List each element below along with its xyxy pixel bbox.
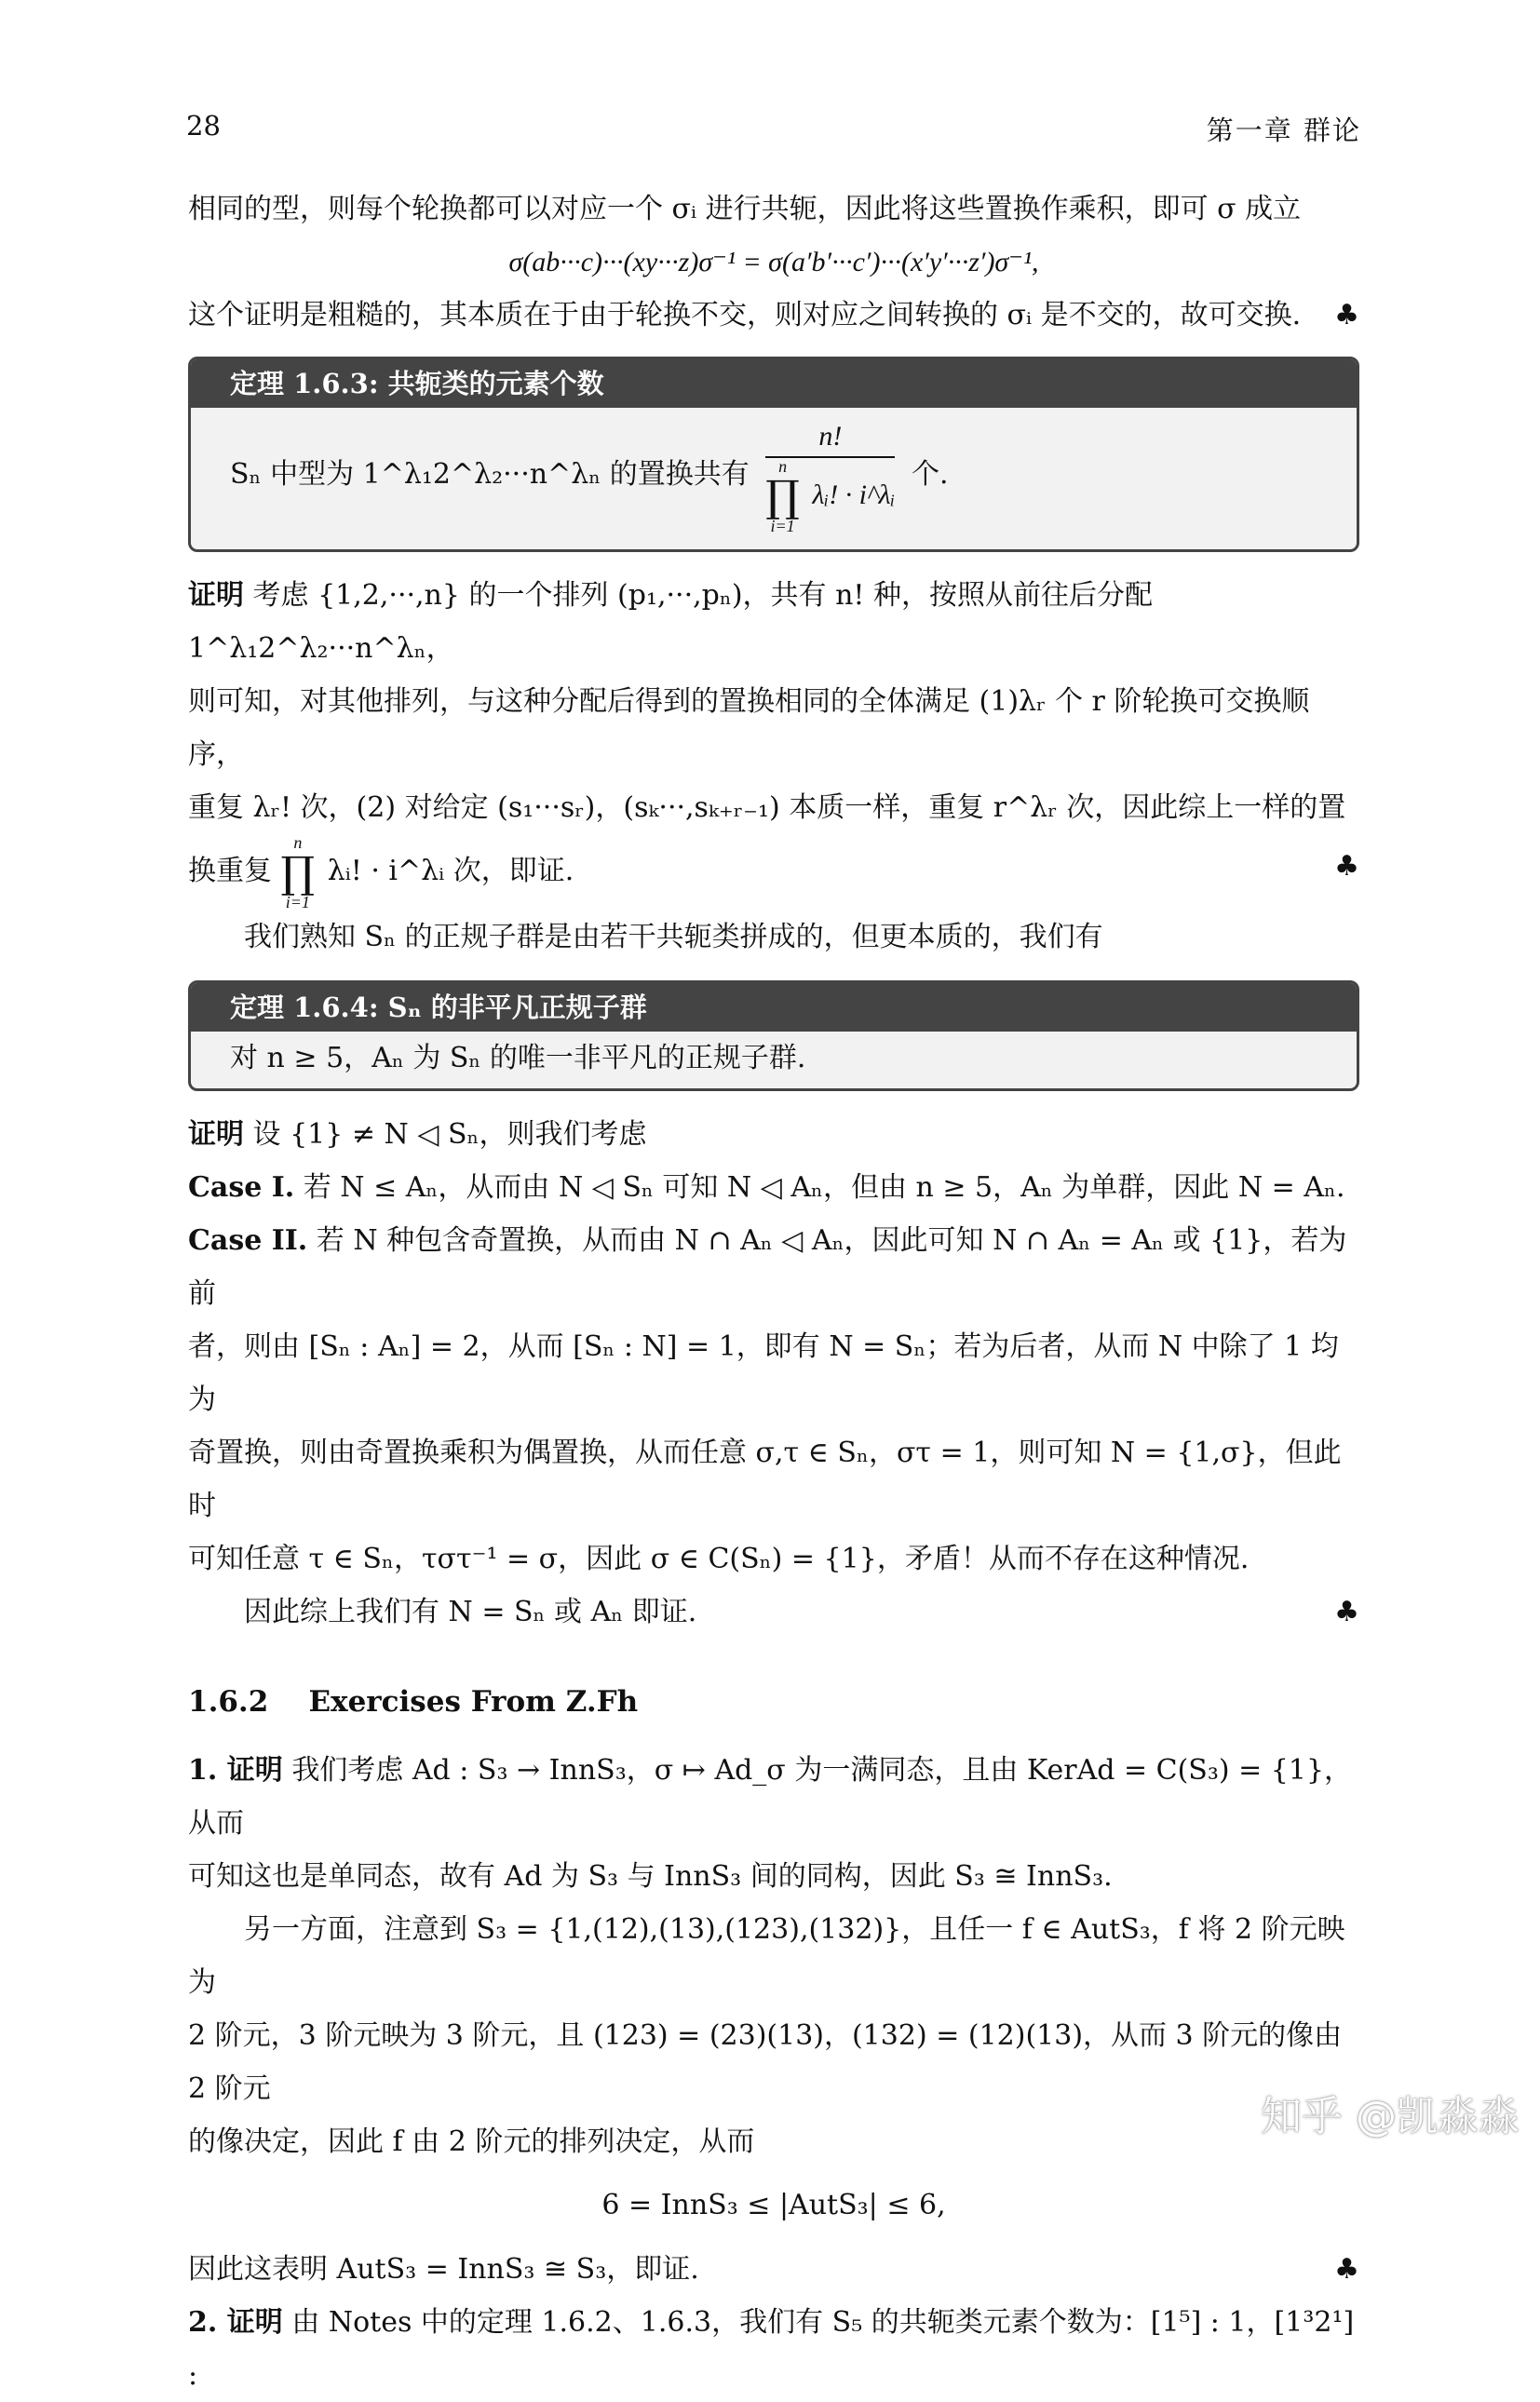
exercise-line: 可知这也是单同态，故有 Ad 为 S₃ 与 InnS₃ 间的同构，因此 S₃ ≅ InnS₃.	[188, 1860, 1113, 1893]
exercise-line	[188, 2296, 1359, 2402]
product-lower: i=1	[770, 517, 795, 535]
theorem-text-end: 个.	[911, 458, 949, 491]
fraction-numerator: n!	[765, 417, 895, 458]
text-line-content: 这个证明是粗糙的，其本质在于由于轮换不交，则对应之间转换的 σᵢ 是不交的，故可交换.	[188, 299, 1302, 331]
proof-text: 换重复	[188, 855, 272, 887]
exercise-line: 的像决定，因此 f 由 2 阶元的排列决定，从而	[188, 2125, 755, 2158]
proof-label: 证明	[188, 1118, 244, 1151]
exercise-line	[188, 1744, 1359, 1850]
theorem-box-1-6-4	[188, 980, 1359, 1091]
theorem-title: 定理 1.6.4: Sₙ 的非平凡正规子群	[191, 983, 1357, 1032]
proof-text: 设 {1} ≠ N ◁ Sₙ，则我们考虑	[252, 1118, 647, 1151]
watermark: 知乎 @凯淼淼	[1261, 2093, 1520, 2140]
case-text: 若 N ≤ Aₙ，从而由 N ◁ Sₙ 可知 N ◁ Aₙ，但由 n ≥ 5，Aₙ 为单群，因此 N = Aₙ.	[303, 1171, 1345, 1204]
exercise-line: 另一方面，注意到 S₃ = {1,(12),(13),(123),(132)}，且任一 f ∈ AutS₃，f 将 2 阶元映为	[188, 1913, 1345, 1999]
product-lower: i=1	[285, 893, 310, 911]
text-line: 相同的型，则每个轮换都可以对应一个 σᵢ 进行共轭，因此将这些置换作乘积，即可 σ 成立	[188, 193, 1302, 225]
exercise-line	[188, 2243, 1359, 2296]
text-line: 我们熟知 Sₙ 的正规子群是由若干共轭类拼成的，但更本质的，我们有	[244, 921, 1103, 953]
exercise-text: 由 Notes 中的定理 1.6.2、1.6.3，我们有 S₅ 的共轭类元素个数为：[1⁵] : 1，[1³2¹] :	[188, 2306, 1355, 2392]
qed-club-icon: ♣	[1334, 850, 1359, 883]
proof-line: 重复 λᵣ! 次，(2) 对给定 (s₁···sᵣ)，(sₖ···,sₖ₊ᵣ₋₁) 本质一样，重复 r^λᵣ 次，因此综上一样的置	[188, 791, 1346, 824]
qed-club-icon: ♣	[1334, 299, 1359, 331]
page-header	[186, 110, 1361, 151]
proof-line	[188, 1108, 1359, 1161]
case-line: 可知任意 τ ∈ Sₙ，τστ⁻¹ = σ，因此 σ ∈ C(Sₙ) = {1}，矛盾！从而不存在这种情况.	[188, 1543, 1250, 1575]
section-title: Exercises From Z.Fh	[308, 1685, 639, 1719]
text-line	[188, 289, 1359, 342]
case-line	[188, 1161, 1359, 1214]
case-line: 者，则由 [Sₙ : Aₙ] = 2，从而 [Sₙ : N] = 1，即有 N = Sₙ；若为后者，从而 N 中除了 1 均为	[188, 1330, 1339, 1416]
theorem-title: 定理 1.6.3: 共轭类的元素个数	[191, 359, 1357, 408]
qed-club-icon: ♣	[1334, 2253, 1359, 2286]
chapter-title: 第一章 群论	[1206, 115, 1361, 146]
theorem-box-1-6-3	[188, 357, 1359, 552]
product-operator	[765, 458, 800, 534]
qed-club-icon: ♣	[1334, 1596, 1359, 1628]
proof-text: 考虑 {1,2,···,n} 的一个排列 (p₁,···,pₙ)，共有 n! 种，按照从前往后分配 1^λ₁2^λ₂···n^λₙ，	[188, 579, 1153, 665]
display-equation: σ(ab···c)···(xy···z)σ⁻¹ = σ(a′b′···c′)···(x′y′···z′)σ⁻¹,	[508, 247, 1039, 277]
product-upper: n	[778, 457, 788, 476]
theorem-body	[191, 408, 1357, 549]
product-symbol: ∏	[280, 847, 316, 897]
exercise-line: 2 阶元，3 阶元映为 3 阶元，且 (123) = (23)(13)，(132) = (12)(13)，从而 3 阶元的像由 2 阶元	[188, 2019, 1343, 2105]
case-text: 若 N 种包含奇置换，从而由 N ∩ Aₙ ◁ Aₙ，因此可知 N ∩ Aₙ = Aₙ 或 {1}，若为前	[188, 1224, 1347, 1310]
product-term: λᵢ! · i^λᵢ	[812, 479, 896, 510]
section-number: 1.6.2	[188, 1685, 269, 1719]
case-line	[188, 1214, 1359, 1320]
main-content	[188, 182, 1359, 2402]
fraction	[765, 417, 895, 534]
proof-text: λᵢ! · i^λᵢ 次，即证.	[327, 855, 574, 887]
proof-line	[188, 834, 1359, 911]
page-number: 28	[186, 110, 221, 142]
case-line: 奇置换，则由奇置换乘积为偶置换，从而任意 σ,τ ∈ Sₙ，στ = 1，则可知 N = {1,σ}，但此时	[188, 1437, 1342, 1522]
proof-line	[188, 569, 1359, 675]
product-operator	[281, 834, 316, 911]
case-label: Case II.	[188, 1224, 308, 1257]
case-label: Case I.	[188, 1171, 295, 1204]
fraction-denominator	[765, 458, 895, 534]
product-symbol: ∏	[765, 471, 800, 521]
display-equation: 6 = InnS₃ ≤ |AutS₃| ≤ 6,	[601, 2189, 946, 2221]
exercise-label: 1. 证明	[188, 1754, 283, 1787]
conclusion-text: 因此综上我们有 N = Sₙ 或 Aₙ 即证.	[244, 1596, 697, 1628]
exercise-label: 2. 证明	[188, 2306, 283, 2339]
proof-line: 则可知，对其他排列，与这种分配后得到的置换相同的全体满足 (1)λᵣ 个 r 阶轮换可交换顺序，	[188, 685, 1310, 771]
proof-label: 证明	[188, 579, 244, 612]
theorem-text: Sₙ 中型为 1^λ₁2^λ₂···n^λₙ 的置换共有	[230, 458, 750, 491]
theorem-body: 对 n ≥ 5，Aₙ 为 Sₙ 的唯一非平凡的正规子群.	[230, 1042, 806, 1074]
exercise-text: 因此这表明 AutS₃ = InnS₃ ≅ S₃，即证.	[188, 2253, 699, 2286]
exercise-text: 我们考虑 Ad : S₃ → InnS₃，σ ↦ Ad_σ 为一满同态，且由 KerAd = C(S₃) = {1}，从而	[188, 1754, 1353, 1840]
conclusion-line	[188, 1586, 1359, 1639]
product-upper: n	[293, 833, 303, 852]
section-heading	[188, 1676, 1359, 1729]
